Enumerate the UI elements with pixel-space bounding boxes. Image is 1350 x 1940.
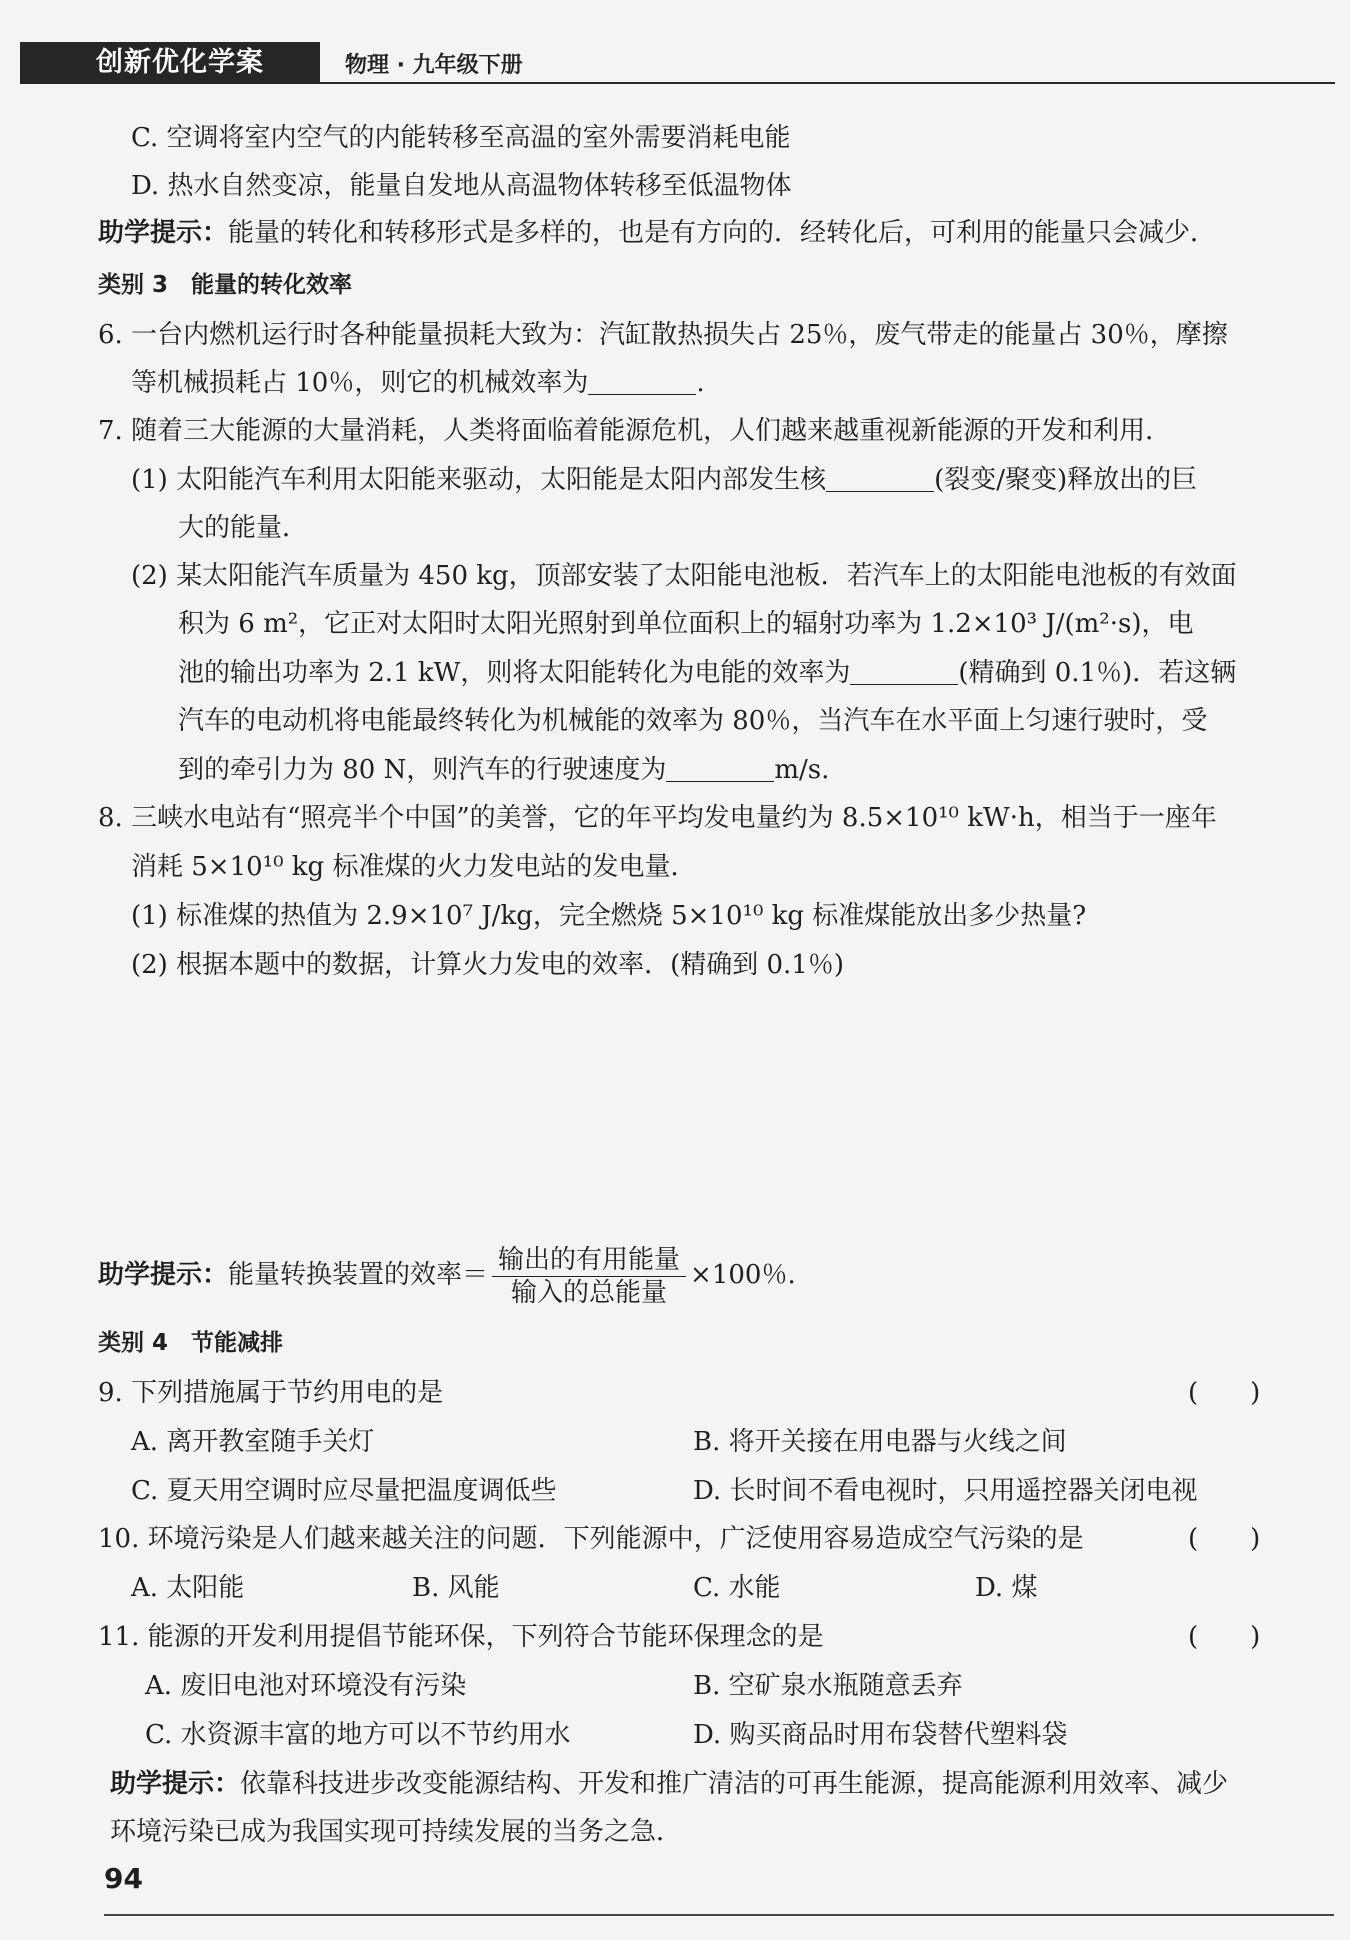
question-text: 等机械损耗占 10％，则它的机械效率为 (131, 368, 589, 398)
header-rule (320, 82, 1335, 84)
option-b: B. 空矿泉水瓶随意丢弃 (693, 1671, 963, 1701)
option-a: A. 离开教室随手关灯 (131, 1427, 375, 1457)
question-text: 池的输出功率为 2.1 kW，则将太阳能转化为电能的效率为 (178, 658, 851, 688)
answer-blank[interactable] (666, 755, 774, 782)
option-d: D. 长时间不看电视时，只用遥控器关闭电视 (693, 1476, 1198, 1506)
question-text: m/s. (774, 755, 830, 785)
answer-parentheses[interactable]: ( ) (1188, 1622, 1261, 1652)
option-b: B. 将开关接在用电器与火线之间 (693, 1427, 1067, 1457)
footer-rule (104, 1914, 1334, 1916)
question-7-2-line-5 (178, 750, 829, 790)
question-7-2-line-4: 汽车的电动机将电能最终转化为机械能的效率为 80％，当汽车在水平面上匀速行驶时，受 (178, 706, 1208, 736)
option-c: C. 水能 (693, 1573, 781, 1603)
question-7-2-line-2: 积为 6 m²，它正对太阳时太阳光照射到单位面积上的辐射功率为 1.2×10³ J/(m²·s)，电 (178, 609, 1194, 639)
hint-1 (98, 213, 1216, 253)
hint-label: 助学提示： (98, 1260, 229, 1290)
question-6-line-1: 6. 一台内燃机运行时各种能量损耗大致为：汽缸散热损失占 25％，废气带走的能量占 30％，摩擦 (98, 320, 1228, 350)
question-8-line-2: 消耗 5×10¹⁰ kg 标准煤的火力发电站的发电量． (131, 852, 697, 882)
option-c: C. 水资源丰富的地方可以不节约用水 (145, 1720, 571, 1750)
fraction-numerator: 输出的有用能量 (492, 1244, 686, 1277)
question-7-2-line-1: (2) 某太阳能汽车质量为 450 kg，顶部安装了太阳能电池板．若汽车上的太阳能电池板的有效面 (131, 561, 1237, 591)
hint-text: 能量的转化和转移形式是多样的，也是有方向的．经转化后，可利用的能量只会减少． (228, 218, 1217, 248)
answer-blank[interactable] (588, 368, 696, 395)
header-brand: 创新优化学案 (96, 47, 264, 78)
hint-label: 助学提示： (98, 218, 229, 248)
question-8-2: (2) 根据本题中的数据，计算火力发电的效率．(精确到 0.1％) (131, 950, 844, 980)
option-c: C. 夏天用空调时应尽量把温度调低些 (131, 1476, 557, 1506)
question-9: 9. 下列措施属于节约用电的是 (98, 1378, 444, 1408)
section-heading-4: 类别 4 节能减排 (98, 1330, 284, 1356)
option-d: D. 煤 (975, 1573, 1038, 1603)
hint-label: 助学提示： (110, 1769, 241, 1799)
hint-3-line-2: 环境污染已成为我国实现可持续发展的当务之急． (110, 1817, 683, 1847)
question-text: (1) 太阳能汽车利用太阳能来驱动，太阳能是太阳内部发生核 (131, 465, 827, 495)
option-b: B. 风能 (412, 1573, 500, 1603)
question-7-1-cont: 大的能量． (178, 513, 309, 543)
question-text: (裂变/聚变)释放出的巨 (934, 465, 1198, 495)
hint-2 (98, 1238, 796, 1312)
option-a: A. 废旧电池对环境没有污染 (145, 1671, 467, 1701)
answer-parentheses[interactable]: ( ) (1188, 1524, 1261, 1554)
question-text: 到的牵引力为 80 N，则汽车的行驶速度为 (178, 755, 667, 785)
question-text: (精确到 0.1％)．若这辆 (958, 658, 1237, 688)
hint-text: ×100％. (690, 1260, 796, 1290)
answer-area[interactable] (98, 995, 1258, 1235)
option-d: D. 购买商品时用布袋替代塑料袋 (693, 1720, 1068, 1750)
question-8-1: (1) 标准煤的热值为 2.9×10⁷ J/kg，完全燃烧 5×10¹⁰ kg 标准煤能放出多少热量? (131, 901, 1087, 931)
answer-parentheses[interactable]: ( ) (1188, 1378, 1261, 1408)
question-7: 7. 随着三大能源的大量消耗，人类将面临着能源危机，人们越来越重视新能源的开发和利用． (98, 416, 1172, 446)
efficiency-fraction (492, 1244, 686, 1309)
option-a: A. 太阳能 (131, 1573, 245, 1603)
question-10: 10. 环境污染是人们越来越关注的问题．下列能源中，广泛使用容易造成空气污染的是 (98, 1524, 1084, 1554)
question-6-line-2 (131, 363, 705, 403)
answer-blank[interactable] (826, 465, 934, 492)
header-subject: 物理 · 九年级下册 (345, 53, 523, 78)
question-7-2-line-3 (178, 653, 1236, 693)
hint-text: 依靠科技进步改变能源结构、开发和推广清洁的可再生能源，提高能源利用效率、减少 (240, 1769, 1229, 1799)
answer-blank[interactable] (850, 658, 958, 685)
option-c: C. 空调将室内空气的内能转移至高温的室外需要消耗电能 (131, 123, 791, 153)
question-11: 11. 能源的开发利用提倡节能环保，下列符合节能环保理念的是 (98, 1622, 824, 1652)
hint-3-line-1 (110, 1764, 1228, 1804)
section-heading-3: 类别 3 能量的转化效率 (98, 272, 353, 298)
question-7-1 (131, 460, 1197, 500)
option-d: D. 热水自然变凉，能量自发地从高温物体转移至低温物体 (131, 171, 792, 201)
fraction-denominator: 输入的总能量 (511, 1277, 668, 1308)
question-8-line-1: 8. 三峡水电站有“照亮半个中国”的美誉，它的年平均发电量约为 8.5×10¹⁰ kW·h，相当于一座年 (98, 803, 1217, 833)
hint-text: 能量转换装置的效率＝ (228, 1260, 489, 1290)
page-number: 94 (104, 1862, 143, 1895)
question-text: . (696, 368, 705, 398)
